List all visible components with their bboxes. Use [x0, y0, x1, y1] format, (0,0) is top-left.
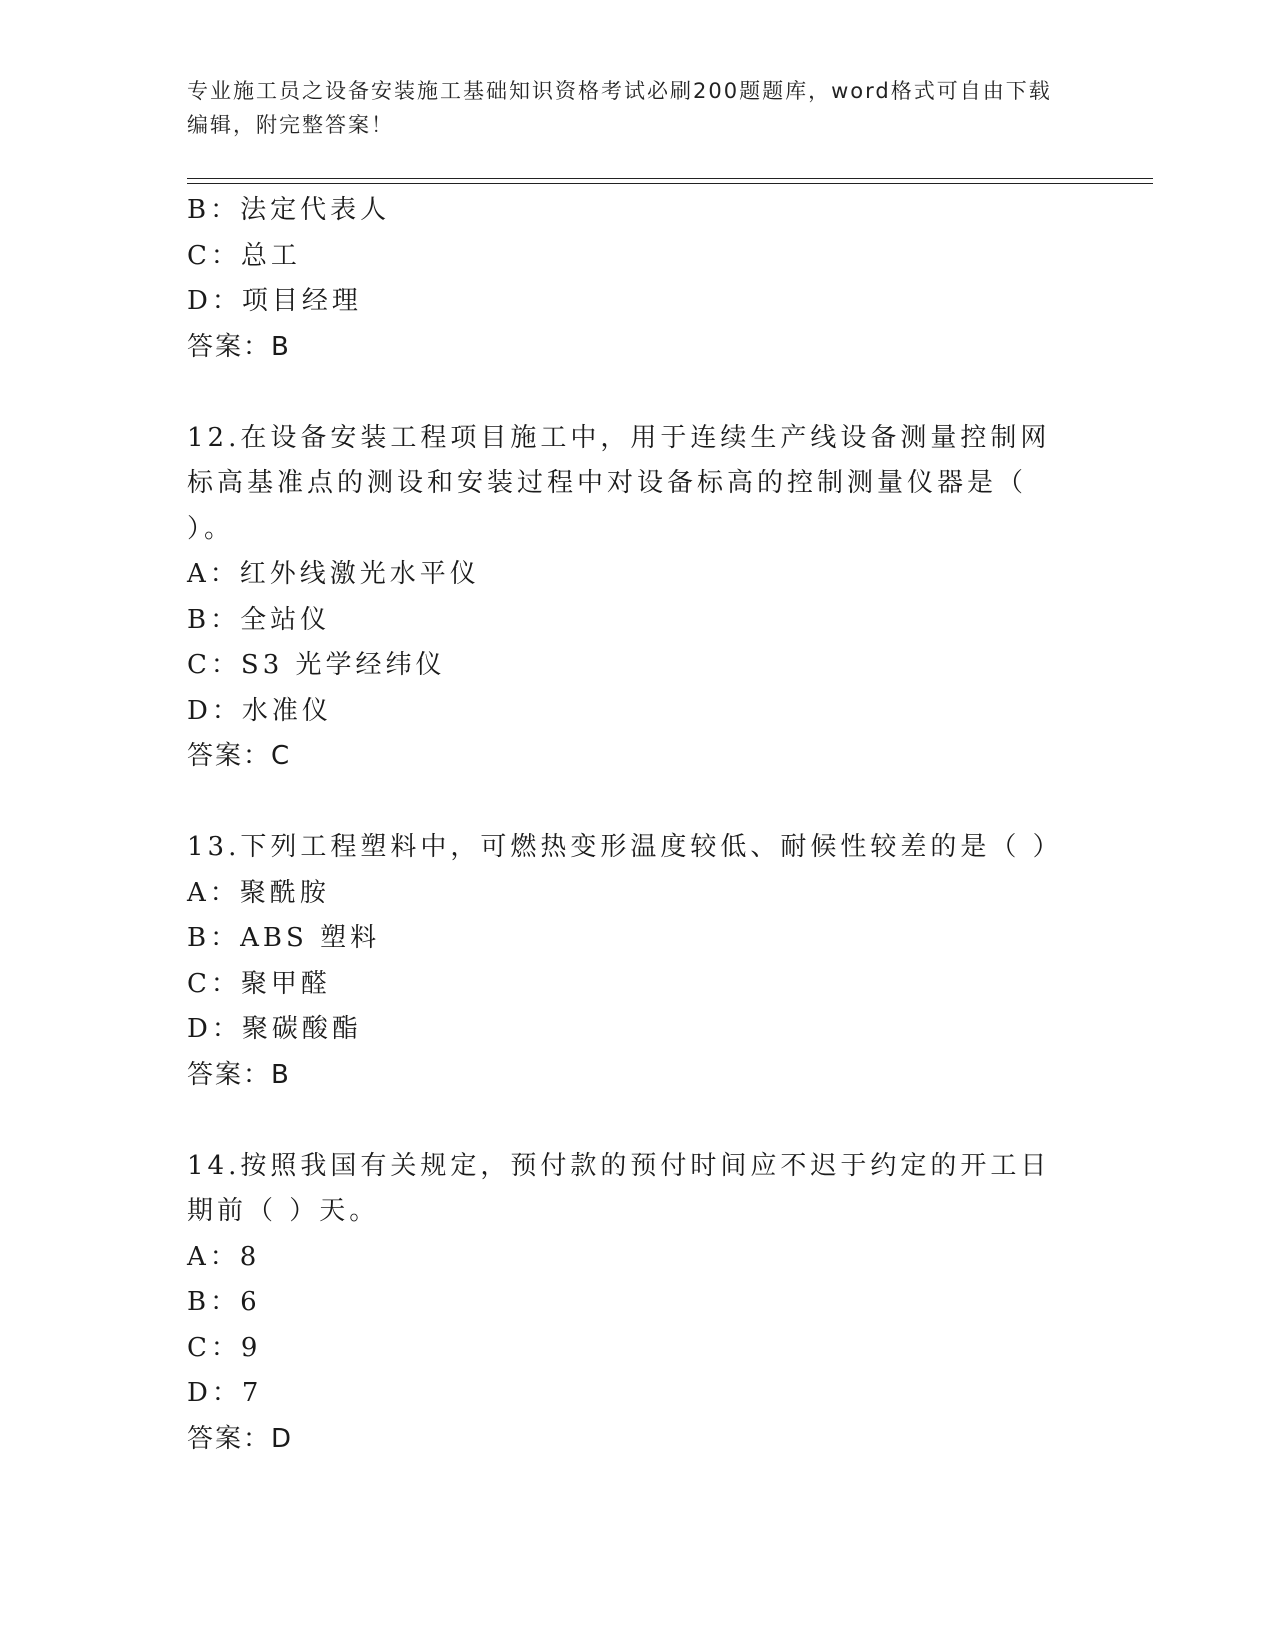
option-d: D：聚碳酸酯 [187, 1014, 362, 1044]
question-stem: 13.下列工程塑料中，可燃热变形温度较低、耐候性较差的是（ ） [187, 832, 1063, 862]
option-c: C：S3 光学经纬仪 [187, 650, 446, 680]
option-b: B：全站仪 [187, 604, 331, 635]
document-body [187, 188, 1087, 1462]
option-d: D：水准仪 [187, 695, 332, 726]
answer-line: 答案：B [187, 331, 291, 362]
header-rule-top [187, 178, 1153, 179]
option-c: C：9 [187, 1332, 262, 1363]
answer-line: 答案：B [187, 1059, 291, 1090]
answer-line: 答案：C [187, 741, 292, 771]
question-14 [187, 1144, 1087, 1463]
option-c: C：总工 [187, 240, 301, 271]
option-d: D：项目经理 [187, 286, 362, 316]
question-11-continued [187, 188, 1087, 370]
option-d: D：7 [187, 1378, 263, 1408]
option-a: A：聚酰胺 [187, 877, 330, 908]
question-stem: 12.在设备安装工程项目施工中，用于连续生产线设备测量控制网标高基准点的测设和安装过程中对设备标高的控制测量仪器是（ ）。 [187, 422, 1051, 544]
question-13 [187, 825, 1087, 1098]
option-a: A：红外线激光水平仪 [187, 559, 480, 589]
option-b: B：ABS 塑料 [187, 923, 381, 953]
option-c: C：聚甲醛 [187, 968, 331, 999]
header-rule-bottom [187, 183, 1153, 184]
option-a: A：8 [187, 1241, 261, 1272]
question-12 [187, 416, 1087, 780]
question-stem: 14.按照我国有关规定，预付款的预付时间应不迟于约定的开工日期前（ ）天。 [187, 1150, 1051, 1226]
option-b: B：6 [187, 1287, 261, 1317]
document-header: 专业施工员之设备安装施工基础知识资格考试必刷200题题库，word格式可自由下载编辑，附完整答案！ [187, 79, 1052, 137]
answer-line: 答案：D [187, 1423, 294, 1454]
option-b: B：法定代表人 [187, 195, 391, 225]
